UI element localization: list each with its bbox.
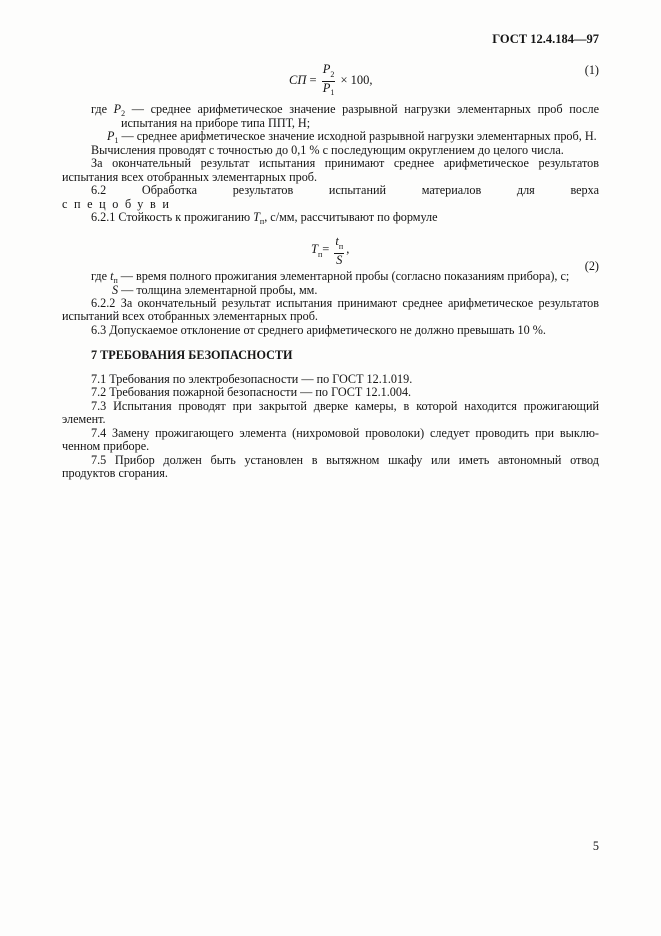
formula-2-numerator: $t_п$	[334, 235, 344, 254]
formula-2-denominator: S	[336, 252, 343, 267]
paragraph-6-2-2-line-2: испытаний всех отобранных элементарных проб.	[62, 309, 318, 323]
legend-p2-line: где $P_2$ — среднее арифметическое значение разрывной нагрузки элементарных проб после	[91, 102, 600, 119]
paragraph-6-2-1: 6.2.1 Стойкость к прожиганию $T_п$, с/мм, рассчитывают по формуле	[91, 210, 438, 227]
formula-1-numerator: $P_2$	[322, 63, 336, 82]
paragraph-7-5-line-1: 7.5 Прибор должен быть установлен в вытяжном шкафу или иметь автономный отвод	[91, 453, 599, 467]
paragraph-7-3-line-1: 7.3 Испытания проводят при закрытой дверке камеры, в которой находится прожигающий	[91, 399, 599, 413]
document-header: ГОСТ 12.4.184—97	[492, 32, 599, 46]
formula-1-fraction	[322, 63, 336, 99]
section-7-title: 7 ТРЕБОВАНИЯ БЕЗОПАСНОСТИ	[91, 348, 293, 362]
section-6-2-title-cont: спецобуви	[62, 197, 176, 211]
formula-2-fraction	[334, 235, 344, 266]
paragraph-7-3-line-2: элемент.	[62, 412, 106, 426]
legend-p2-cont: испытания на приборе типа ППТ, Н;	[121, 116, 311, 130]
formula-1-denominator: $P_1$	[322, 80, 335, 97]
formula-1-eq: =	[309, 72, 317, 87]
formula-1-lhs: СП	[289, 72, 307, 87]
calc-precision-text: Вычисления проводят с точностью до 0,1 % с последующим округлением до целого числа.	[91, 143, 564, 157]
paragraph-7-2: 7.2 Требования пожарной безопасности — по ГОСТ 12.1.004.	[91, 385, 412, 399]
legend-s-line: S — толщина элементарной пробы, мм.	[112, 283, 318, 297]
paragraph-7-4-line-1: 7.4 Замену прожигающего элемента (нихромовой проволоки) следует проводить при выклю-	[91, 426, 599, 440]
final-result-line-2: испытания всех отобранных элементарных проб.	[62, 170, 318, 184]
paragraph-6-2-2-line-1: 6.2.2 За окончательный результат испытания принимают среднее арифметическое результатов	[91, 296, 599, 310]
paragraph-7-5-line-2: продуктов сгорания.	[62, 466, 168, 480]
formula-1-tail: × 100,	[340, 72, 373, 87]
paragraph-7-4-line-2: ченном приборе.	[62, 439, 150, 453]
final-result-line-1: За окончательный результат испытания принимают среднее арифметическое результатов	[91, 156, 599, 170]
legend-p1-line: $P_1$ — среднее арифметическое значение исходной разрывной нагрузки элементарных проб, Н.	[107, 129, 597, 146]
paragraph-6-3: 6.3 Допускаемое отклонение от среднего арифметического не должно превышать 10 %.	[91, 323, 546, 337]
formula-1	[289, 63, 373, 99]
formula-2-number: (2)	[584, 259, 599, 273]
legend-t-line: где $t_п$ — время полного прожигания элементарной пробы (согласно показаниям прибора), с;	[91, 269, 570, 286]
paragraph-7-1: 7.1 Требования по электробезопасности — по ГОСТ 12.1.019.	[91, 372, 413, 386]
page-number: 5	[592, 839, 599, 853]
formula-2: $T_п=$ $\frac{t_п}{S}$ ,	[311, 234, 350, 267]
section-6-2-title: 6.2 Обработка результатов испытаний материалов для верха	[91, 183, 599, 197]
formula-1-number: (1)	[584, 63, 599, 77]
